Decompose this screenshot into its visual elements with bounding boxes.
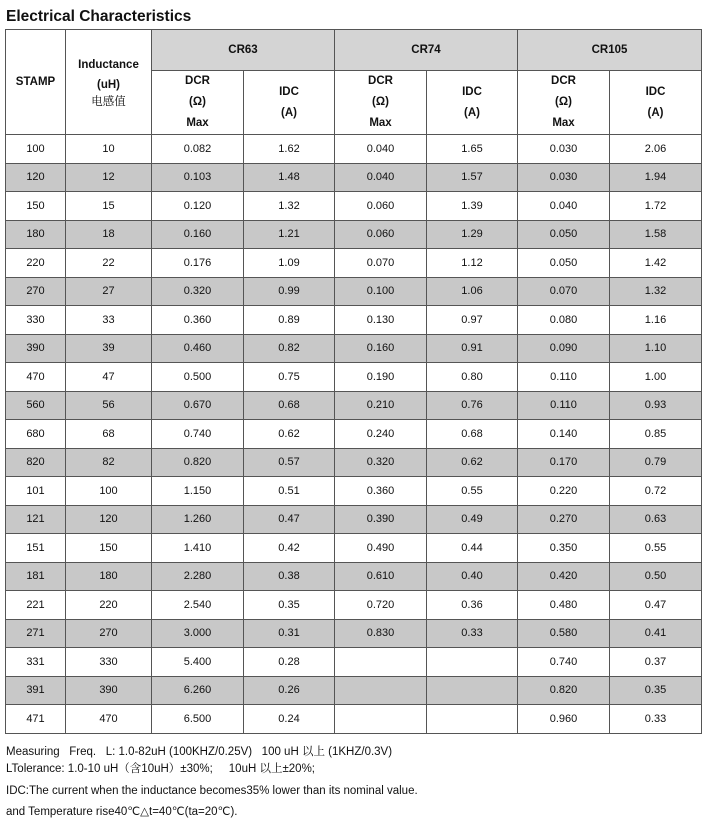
cell-stamp: 390 [6, 334, 66, 363]
cell-cr63-idc: 0.31 [244, 619, 335, 648]
cell-cr105-dcr: 0.030 [518, 163, 610, 192]
header-cr74-dcr-label: DCR [368, 75, 393, 87]
cell-cr63-idc: 0.26 [244, 676, 335, 705]
cell-stamp: 271 [6, 619, 66, 648]
cell-cr74-dcr: 0.070 [335, 249, 427, 278]
cell-cr74-dcr: 0.360 [335, 477, 427, 506]
cell-cr105-idc: 1.42 [610, 249, 702, 278]
header-cr63-idc-label: IDC [279, 85, 299, 98]
cell-inductance: 27 [66, 277, 152, 306]
cell-stamp: 100 [6, 135, 66, 164]
cell-cr63-idc: 0.82 [244, 334, 335, 363]
header-cr63-dcr-label: DCR [185, 75, 210, 87]
header-group-cr105: CR105 [518, 30, 702, 71]
cell-cr105-dcr: 0.350 [518, 534, 610, 563]
cell-cr105-dcr: 0.030 [518, 135, 610, 164]
cell-cr105-idc: 0.50 [610, 562, 702, 591]
cell-cr74-idc: 0.76 [427, 391, 518, 420]
cell-inductance: 330 [66, 648, 152, 677]
header-cr105-dcr-unit: (Ω) [555, 96, 572, 108]
table-row [6, 249, 702, 278]
cell-cr74-idc: 0.49 [427, 505, 518, 534]
cell-inductance: 390 [66, 676, 152, 705]
cell-cr74-dcr: 0.390 [335, 505, 427, 534]
cell-inductance: 100 [66, 477, 152, 506]
cell-cr105-idc: 2.06 [610, 135, 702, 164]
cell-cr63-idc: 1.09 [244, 249, 335, 278]
cell-cr63-dcr: 0.103 [152, 163, 244, 192]
cell-cr63-dcr: 3.000 [152, 619, 244, 648]
table-row [6, 562, 702, 591]
cell-cr105-idc: 0.93 [610, 391, 702, 420]
cell-stamp: 151 [6, 534, 66, 563]
cell-cr105-idc: 0.79 [610, 448, 702, 477]
cell-cr74-idc: 0.80 [427, 363, 518, 392]
cell-stamp: 181 [6, 562, 66, 591]
cell-cr74-idc: 1.12 [427, 249, 518, 278]
cell-cr74-dcr: 0.060 [335, 192, 427, 221]
header-cr74-dcr-unit: (Ω) [372, 96, 389, 108]
header-cr105-dcr-max: Max [552, 117, 575, 129]
cell-inductance: 33 [66, 306, 152, 335]
cell-cr74-dcr: 0.240 [335, 420, 427, 449]
cell-cr63-idc: 0.51 [244, 477, 335, 506]
cell-cr74-idc: 0.68 [427, 420, 518, 449]
cell-inductance: 15 [66, 192, 152, 221]
header-cr74-dcr [335, 71, 427, 135]
cell-inductance: 82 [66, 448, 152, 477]
cell-cr74-dcr [335, 705, 427, 734]
cell-cr105-idc: 1.58 [610, 220, 702, 249]
cell-cr105-dcr: 0.170 [518, 448, 610, 477]
cell-stamp: 471 [6, 705, 66, 734]
cell-cr63-idc: 0.47 [244, 505, 335, 534]
cell-stamp: 330 [6, 306, 66, 335]
cell-cr74-dcr [335, 648, 427, 677]
cell-cr63-dcr: 0.160 [152, 220, 244, 249]
cell-cr74-dcr: 0.190 [335, 363, 427, 392]
header-inductance-cn: 电感值 [91, 96, 126, 108]
header-cr105-idc-label: IDC [645, 85, 666, 98]
header-cr105-dcr-label: DCR [551, 75, 576, 87]
cell-cr74-dcr: 0.830 [335, 619, 427, 648]
cell-cr105-idc: 0.85 [610, 420, 702, 449]
table-row [6, 192, 702, 221]
cell-cr63-dcr: 0.500 [152, 363, 244, 392]
header-cr74-idc-unit: (A) [464, 106, 480, 119]
table-row [6, 391, 702, 420]
cell-cr63-idc: 0.89 [244, 306, 335, 335]
header-cr63-dcr [152, 71, 244, 135]
cell-inductance: 22 [66, 249, 152, 278]
table-row [6, 448, 702, 477]
cell-cr105-dcr: 0.220 [518, 477, 610, 506]
table-row [6, 363, 702, 392]
cell-cr74-idc: 0.36 [427, 591, 518, 620]
header-cr63-dcr-max: Max [186, 117, 209, 129]
notes [6, 744, 418, 821]
cell-cr105-dcr: 0.820 [518, 676, 610, 705]
cell-cr105-dcr: 0.140 [518, 420, 610, 449]
table-row [6, 591, 702, 620]
cell-cr105-idc: 1.10 [610, 334, 702, 363]
header-cr105-dcr [518, 71, 610, 135]
cell-cr105-dcr: 0.110 [518, 391, 610, 420]
cell-stamp: 470 [6, 363, 66, 392]
cell-cr74-dcr: 0.160 [335, 334, 427, 363]
cell-cr63-dcr: 5.400 [152, 648, 244, 677]
cell-inductance: 470 [66, 705, 152, 734]
table-row [6, 676, 702, 705]
cell-stamp: 680 [6, 420, 66, 449]
cell-cr63-idc: 0.35 [244, 591, 335, 620]
cell-cr74-idc: 0.33 [427, 619, 518, 648]
cell-stamp: 820 [6, 448, 66, 477]
cell-cr63-dcr: 0.320 [152, 277, 244, 306]
electrical-characteristics-table [5, 29, 702, 734]
table-row [6, 420, 702, 449]
cell-cr63-idc: 1.32 [244, 192, 335, 221]
cell-inductance: 10 [66, 135, 152, 164]
cell-cr63-dcr: 0.670 [152, 391, 244, 420]
cell-cr105-dcr: 0.070 [518, 277, 610, 306]
table-row [6, 648, 702, 677]
cell-inductance: 56 [66, 391, 152, 420]
cell-cr63-dcr: 6.260 [152, 676, 244, 705]
cell-cr105-dcr: 0.050 [518, 220, 610, 249]
cell-cr63-idc: 1.21 [244, 220, 335, 249]
cell-inductance: 270 [66, 619, 152, 648]
table-row [6, 505, 702, 534]
cell-cr63-dcr: 0.120 [152, 192, 244, 221]
cell-cr105-dcr: 0.050 [518, 249, 610, 278]
cell-inductance: 180 [66, 562, 152, 591]
cell-cr74-idc: 0.40 [427, 562, 518, 591]
cell-cr63-idc: 0.99 [244, 277, 335, 306]
cell-cr63-dcr: 0.360 [152, 306, 244, 335]
cell-cr74-dcr: 0.320 [335, 448, 427, 477]
table-row [6, 220, 702, 249]
cell-cr74-idc: 1.06 [427, 277, 518, 306]
cell-cr105-dcr: 0.480 [518, 591, 610, 620]
cell-cr63-idc: 0.42 [244, 534, 335, 563]
cell-cr105-idc: 1.94 [610, 163, 702, 192]
table-row [6, 534, 702, 563]
cell-cr105-dcr: 0.090 [518, 334, 610, 363]
cell-cr74-dcr: 0.040 [335, 135, 427, 164]
cell-stamp: 220 [6, 249, 66, 278]
cell-cr74-dcr: 0.210 [335, 391, 427, 420]
cell-cr74-idc: 0.44 [427, 534, 518, 563]
cell-cr63-dcr: 2.540 [152, 591, 244, 620]
table-row [6, 334, 702, 363]
header-cr74-idc-label: IDC [462, 85, 482, 98]
cell-cr105-idc: 0.37 [610, 648, 702, 677]
cell-cr63-idc: 0.28 [244, 648, 335, 677]
cell-cr105-idc: 0.72 [610, 477, 702, 506]
note-temperature-rise: and Temperature rise40℃△t=40℃(ta=20℃). [6, 805, 238, 818]
table-row [6, 163, 702, 192]
cell-inductance: 150 [66, 534, 152, 563]
cell-cr74-dcr: 0.610 [335, 562, 427, 591]
cell-cr74-idc [427, 676, 518, 705]
cell-cr105-idc: 1.32 [610, 277, 702, 306]
cell-stamp: 121 [6, 505, 66, 534]
cell-stamp: 221 [6, 591, 66, 620]
cell-inductance: 68 [66, 420, 152, 449]
cell-cr105-dcr: 0.110 [518, 363, 610, 392]
cell-inductance: 39 [66, 334, 152, 363]
cell-cr63-idc: 1.62 [244, 135, 335, 164]
cell-cr105-dcr: 0.080 [518, 306, 610, 335]
cell-cr105-idc: 0.55 [610, 534, 702, 563]
cell-inductance: 12 [66, 163, 152, 192]
header-cr74-dcr-max: Max [369, 117, 392, 129]
table-row [6, 619, 702, 648]
table-row [6, 135, 702, 164]
cell-cr105-idc: 0.41 [610, 619, 702, 648]
cell-cr74-idc: 0.55 [427, 477, 518, 506]
cell-cr63-idc: 0.24 [244, 705, 335, 734]
cell-cr74-idc: 1.65 [427, 135, 518, 164]
cell-cr74-dcr: 0.130 [335, 306, 427, 335]
header-cr74-idc [427, 71, 518, 135]
table-row [6, 705, 702, 734]
header-stamp: STAMP [6, 30, 66, 135]
cell-cr63-dcr: 2.280 [152, 562, 244, 591]
cell-cr63-dcr: 1.150 [152, 477, 244, 506]
cell-cr105-idc: 0.33 [610, 705, 702, 734]
table-row [6, 477, 702, 506]
cell-cr63-dcr: 0.740 [152, 420, 244, 449]
cell-stamp: 270 [6, 277, 66, 306]
cell-inductance: 18 [66, 220, 152, 249]
cell-cr74-dcr: 0.100 [335, 277, 427, 306]
header-cr63-idc [244, 71, 335, 135]
cell-cr105-dcr: 0.040 [518, 192, 610, 221]
cell-cr63-idc: 0.75 [244, 363, 335, 392]
cell-stamp: 331 [6, 648, 66, 677]
cell-cr63-idc: 0.62 [244, 420, 335, 449]
cell-cr105-idc: 1.00 [610, 363, 702, 392]
cell-cr63-dcr: 1.410 [152, 534, 244, 563]
cell-stamp: 150 [6, 192, 66, 221]
cell-cr74-dcr: 0.060 [335, 220, 427, 249]
cell-cr63-idc: 1.48 [244, 163, 335, 192]
cell-cr63-idc: 0.57 [244, 448, 335, 477]
cell-cr74-idc: 1.57 [427, 163, 518, 192]
table-row [6, 306, 702, 335]
page-title: Electrical Characteristics [6, 8, 192, 25]
cell-cr63-idc: 0.68 [244, 391, 335, 420]
header-cr105-idc [610, 71, 702, 135]
note-measuring-freq: Measuring Freq. L: 1.0-82uH (100KHZ/0.25V) 100 uH 以上 (1KHZ/0.3V) [6, 746, 393, 758]
table-row [6, 277, 702, 306]
cell-cr105-idc: 1.16 [610, 306, 702, 335]
cell-cr74-idc: 0.62 [427, 448, 518, 477]
cell-cr105-idc: 0.47 [610, 591, 702, 620]
cell-cr105-idc: 0.63 [610, 505, 702, 534]
header-inductance-unit: (uH) [97, 79, 120, 91]
cell-cr105-dcr: 0.270 [518, 505, 610, 534]
cell-cr105-idc: 1.72 [610, 192, 702, 221]
cell-cr63-dcr: 0.082 [152, 135, 244, 164]
header-inductance-label: Inductance [78, 59, 139, 71]
cell-cr74-idc: 1.29 [427, 220, 518, 249]
cell-cr74-idc: 0.97 [427, 306, 518, 335]
cell-cr105-dcr: 0.960 [518, 705, 610, 734]
header-group-cr74: CR74 [335, 30, 518, 71]
cell-cr105-dcr: 0.580 [518, 619, 610, 648]
cell-cr74-dcr: 0.490 [335, 534, 427, 563]
cell-cr74-idc [427, 648, 518, 677]
note-idc-definition: IDC:The current when the inductance becomes35% lower than its nominal value. [6, 784, 418, 797]
header-cr105-idc-unit: (A) [647, 106, 664, 119]
cell-stamp: 560 [6, 391, 66, 420]
cell-cr74-dcr [335, 676, 427, 705]
cell-cr74-idc [427, 705, 518, 734]
cell-cr63-dcr: 0.460 [152, 334, 244, 363]
cell-cr74-dcr: 0.040 [335, 163, 427, 192]
cell-cr105-dcr: 0.740 [518, 648, 610, 677]
header-cr63-idc-unit: (A) [281, 106, 297, 119]
cell-cr63-idc: 0.38 [244, 562, 335, 591]
cell-cr63-dcr: 0.820 [152, 448, 244, 477]
header-cr63-dcr-unit: (Ω) [189, 96, 206, 108]
cell-cr63-dcr: 0.176 [152, 249, 244, 278]
cell-cr105-idc: 0.35 [610, 676, 702, 705]
cell-stamp: 101 [6, 477, 66, 506]
note-tolerance: LTolerance: 1.0-10 uH（含10uH）±30%; 10uH 以上±20%; [6, 763, 316, 776]
cell-cr105-dcr: 0.420 [518, 562, 610, 591]
cell-stamp: 391 [6, 676, 66, 705]
cell-cr63-dcr: 1.260 [152, 505, 244, 534]
cell-stamp: 180 [6, 220, 66, 249]
cell-inductance: 120 [66, 505, 152, 534]
cell-cr74-dcr: 0.720 [335, 591, 427, 620]
header-group-cr63: CR63 [152, 30, 335, 71]
cell-stamp: 120 [6, 163, 66, 192]
cell-inductance: 220 [66, 591, 152, 620]
header-inductance [66, 30, 152, 135]
cell-cr63-dcr: 6.500 [152, 705, 244, 734]
cell-cr74-idc: 0.91 [427, 334, 518, 363]
cell-inductance: 47 [66, 363, 152, 392]
cell-cr74-idc: 1.39 [427, 192, 518, 221]
